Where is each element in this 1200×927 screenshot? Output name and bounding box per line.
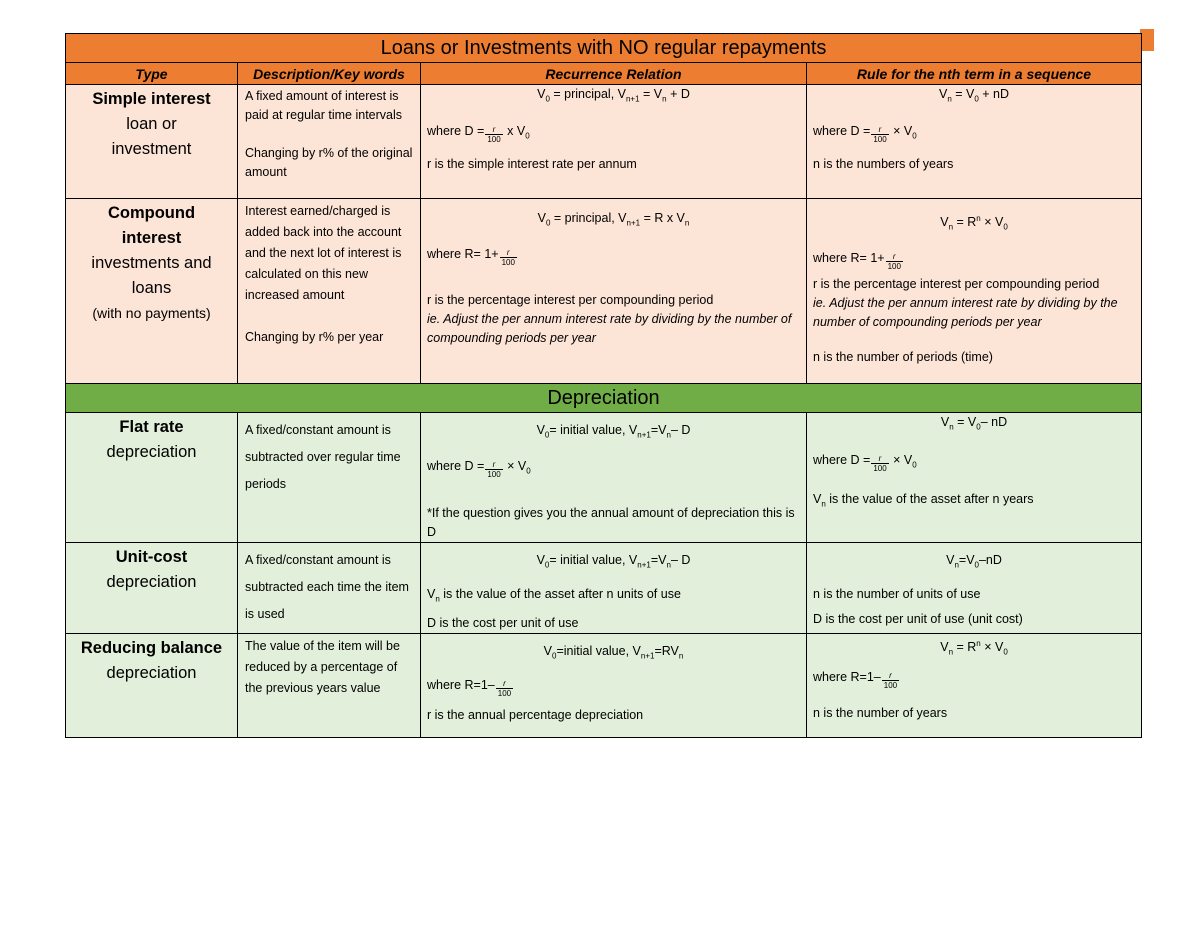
where-d: where D = $\frac{r}{100}$ × $V_0$ xyxy=(427,458,531,479)
type-bold: Reducing balance xyxy=(80,639,223,657)
header-overhang xyxy=(1140,29,1154,51)
type-cell xyxy=(66,199,238,384)
recurrence-cell xyxy=(421,413,807,543)
type-rest: loan or investment xyxy=(111,115,192,158)
nth-cell xyxy=(807,413,1142,543)
where-r: where R= 1+ $\frac{r}{100}$ xyxy=(427,246,515,267)
note: r is the simple interest rate per annum xyxy=(427,157,637,171)
section-row xyxy=(66,384,1142,413)
nth-formula: $V_n = V_0-$ nD xyxy=(940,415,1008,432)
header-description: Description/Key words xyxy=(238,63,421,85)
nth-cell xyxy=(807,199,1142,384)
row-reducing-balance xyxy=(66,634,1142,738)
nth-formula: $V_n = V_0$ + nD xyxy=(938,87,1010,104)
note: r is the percentage interest per compounding period xyxy=(427,292,714,307)
desc-text: Changing by r% per year xyxy=(245,330,384,344)
header-recurrence: Recurrence Relation xyxy=(421,63,807,85)
note: $V_n$ is the value of the asset after n years xyxy=(813,492,1034,509)
type-cell xyxy=(66,85,238,199)
row-simple-interest xyxy=(66,85,1142,199)
where-r: where R=1– $\frac{r}{100}$ xyxy=(427,677,512,698)
type-rest: depreciation xyxy=(106,664,197,682)
recurrence-cell xyxy=(421,634,807,738)
note: r is the annual percentage depreciation xyxy=(427,707,644,722)
recurrence-cell xyxy=(421,543,807,634)
type-cell xyxy=(66,634,238,738)
type-bold: Simple interest xyxy=(92,90,211,108)
note: r is the percentage interest per compounding period xyxy=(813,276,1100,291)
desc-text: A fixed amount of interest is paid at regular time intervals xyxy=(245,89,403,122)
note: D is the cost per unit of use xyxy=(427,616,579,630)
description-cell xyxy=(238,199,421,384)
nth-cell xyxy=(807,634,1142,738)
desc-text: A fixed/constant amount is subtracted each time the item is used xyxy=(245,553,409,621)
section-title: Depreciation xyxy=(66,384,1142,413)
recurrence-formula: $V_0$ = principal, $V_{n+1} = V_n + D$ xyxy=(537,87,690,104)
note-italic: ie. Adjust the per annum interest rate by dividing by the number of compounding periods per year xyxy=(813,295,1118,329)
type-rest: investments and loans xyxy=(91,254,212,297)
formula-table xyxy=(65,33,1142,738)
type-bold: Unit-cost xyxy=(115,548,188,566)
row-flat-rate xyxy=(66,413,1142,543)
desc-text: The value of the item will be reduced by a percentage of the previous years value xyxy=(245,639,400,695)
type-note: (with no payments) xyxy=(92,305,211,321)
note: *If the question gives you the annual amount of depreciation this is D xyxy=(427,506,795,539)
nth-cell xyxy=(807,543,1142,634)
description-cell xyxy=(238,543,421,634)
recurrence-formula: $V_0$ = principal, $V_{n+1} = R$ x $V_n$ xyxy=(537,211,690,228)
recurrence-cell xyxy=(421,85,807,199)
nth-cell xyxy=(807,85,1142,199)
type-cell xyxy=(66,543,238,634)
note: n is the number of years xyxy=(813,705,948,720)
row-unit-cost xyxy=(66,543,1142,634)
description-cell xyxy=(238,634,421,738)
note: n is the number of periods (time) xyxy=(813,349,993,364)
type-rest: depreciation xyxy=(106,443,197,461)
where-r: where R= 1+ $\frac{r}{100}$ xyxy=(813,250,901,271)
type-bold: Compound interest xyxy=(107,204,196,247)
description-cell xyxy=(238,413,421,543)
note: n is the numbers of years xyxy=(813,157,954,171)
type-rest: depreciation xyxy=(106,573,197,591)
description-cell xyxy=(238,85,421,199)
page-title: Loans or Investments with NO regular repayments xyxy=(66,34,1142,63)
header-type: Type xyxy=(66,63,238,85)
nth-formula: $V_n = R^n \times V_0$ xyxy=(940,214,1008,232)
where-d: where D = $\frac{r}{100}$ × $V_0$ xyxy=(813,452,917,473)
header-nth-term: Rule for the nth term in a sequence xyxy=(807,63,1142,85)
recurrence-cell xyxy=(421,199,807,384)
desc-text: Interest earned/charged is added back into the account and the next lot of interest is calculated on this new increased amount xyxy=(245,204,402,302)
note: D is the cost per unit of use (unit cost) xyxy=(813,611,1023,626)
header-row xyxy=(66,63,1142,85)
row-compound-interest xyxy=(66,199,1142,384)
type-bold: Flat rate xyxy=(119,418,184,436)
desc-text: A fixed/constant amount is subtracted over regular time periods xyxy=(245,423,401,491)
where-d: where D = $\frac{r}{100}$ × $V_0$ xyxy=(813,123,917,144)
note: n is the number of units of use xyxy=(813,586,981,601)
formula-sheet xyxy=(65,33,1141,738)
desc-text: Changing by r% of the original amount xyxy=(245,146,413,179)
nth-formula: $V_n=V_0-nD$ xyxy=(946,553,1002,570)
title-row xyxy=(66,34,1142,63)
recurrence-formula: $V_0=$ initial value, $V_{n+1}=V_n-$ D xyxy=(536,423,691,440)
note: $V_n$ is the value of the asset after n units of use xyxy=(427,586,681,603)
nth-formula: $V_n = R^n \times V_0$ xyxy=(940,639,1008,657)
recurrence-formula: $V_0=$ initial value, $V_{n+1}=V_n-$ D xyxy=(536,553,691,570)
type-cell xyxy=(66,413,238,543)
where-d: where D = $\frac{r}{100}$ x $V_0$ xyxy=(427,123,530,144)
note-italic: ie. Adjust the per annum interest rate by dividing by the number of compounding periods per year xyxy=(427,311,792,345)
recurrence-formula: $V_0=initial$ value, $V_{n+1}=RV_n$ xyxy=(543,644,684,661)
where-r: where R=1– $\frac{r}{100}$ xyxy=(813,669,898,690)
